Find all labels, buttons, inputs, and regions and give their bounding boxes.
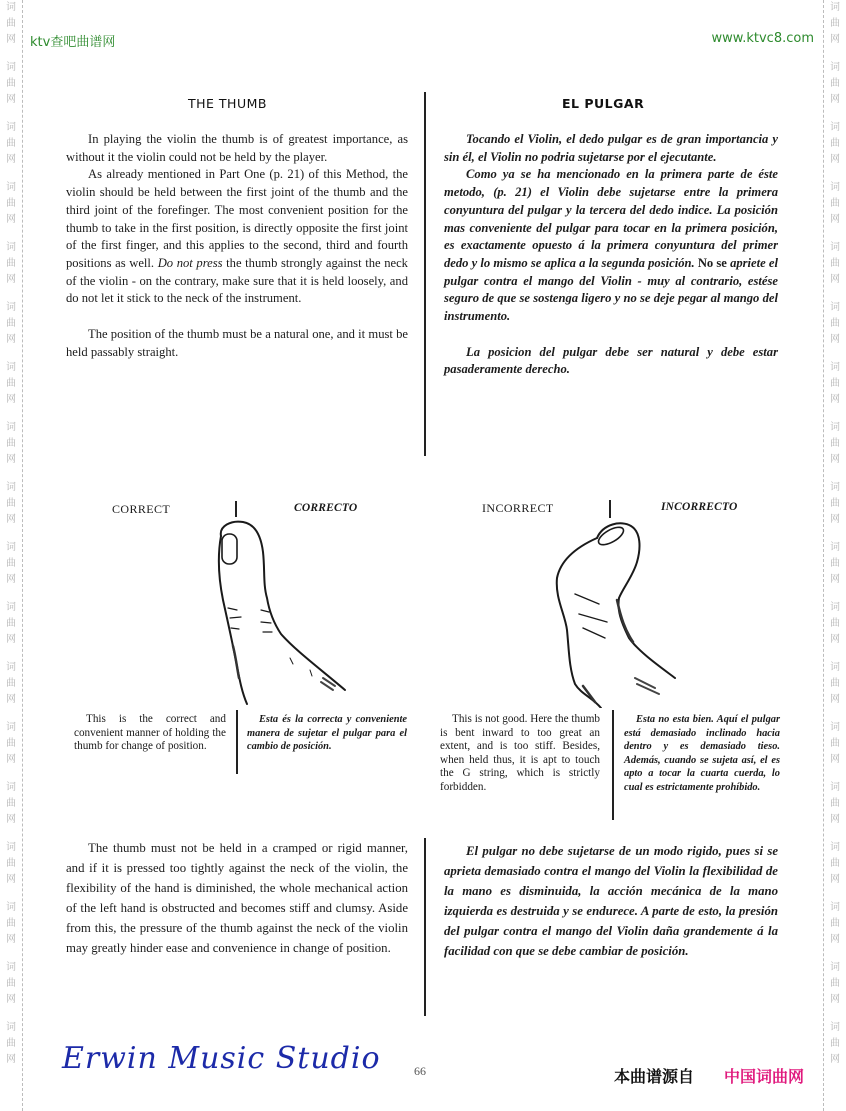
side-watermark-char: 网 <box>6 694 16 705</box>
side-watermark-group <box>830 420 840 468</box>
incorrect-caption-english <box>440 713 600 795</box>
side-watermark-char: 网 <box>6 154 16 165</box>
side-watermark-group <box>830 540 840 588</box>
side-watermark-char: 曲 <box>830 498 840 509</box>
watermark-site-name: ktv查吧曲谱网 <box>30 35 116 50</box>
side-watermark-group <box>6 600 16 648</box>
source-label: 本曲谱源自 <box>614 1067 695 1086</box>
side-watermark-char: 网 <box>830 754 840 765</box>
studio-signature: Erwin Music Studio <box>62 1041 381 1076</box>
correct-caption-english <box>74 713 226 754</box>
side-watermark-char: 词 <box>830 362 840 373</box>
side-watermark-char: 词 <box>6 62 16 73</box>
side-watermark-char: 曲 <box>6 138 16 149</box>
side-watermark-char: 曲 <box>830 258 840 269</box>
side-watermark-char: 词 <box>830 62 840 73</box>
side-watermark-group <box>6 960 16 1008</box>
side-watermark-char: 网 <box>830 454 840 465</box>
side-watermark-group <box>830 840 840 888</box>
spanish-paragraph: Tocando el Violin, el dedo pulgar es de gran importancia y sin él, el Violin no podria sujetarse por el ejecutante. <box>444 132 778 164</box>
side-watermark-char: 网 <box>6 94 16 105</box>
side-watermark-group <box>6 840 16 888</box>
side-watermark-char: 曲 <box>830 738 840 749</box>
side-watermark-char: 网 <box>6 394 16 405</box>
incorrect-thumb-illustration <box>545 518 715 708</box>
side-watermark-char: 网 <box>830 214 840 225</box>
caption-text: This is not good. Here the thumb is bent inward to too great an extent, and is too stiff. Besides, when held thus, it is apt to touch the G string, which is strictly forbidden. <box>440 713 600 793</box>
spanish-intro-block <box>444 131 778 379</box>
side-watermark-char: 词 <box>830 422 840 433</box>
side-watermark-char: 网 <box>6 754 16 765</box>
side-watermark-left <box>0 0 23 1111</box>
side-watermark-char: 网 <box>830 334 840 345</box>
side-watermark-group <box>6 60 16 108</box>
english-paragraph-text: As already mentioned in Part One (p. 21) of this Method, the violin should be held between the first joint of the thumb and the third joint of the forefinger. The most convenient position for the thumb to take in the first position, is directly opposite the first joint of the first finger, and this applies to the second, third and fourth positions as well. <box>66 167 408 270</box>
side-watermark-char: 词 <box>830 542 840 553</box>
side-watermark-char: 曲 <box>6 918 16 929</box>
side-watermark-char: 词 <box>6 782 16 793</box>
side-watermark-char: 网 <box>830 94 840 105</box>
side-watermark-char: 曲 <box>830 798 840 809</box>
side-watermark-char: 曲 <box>830 78 840 89</box>
side-watermark-char: 词 <box>830 782 840 793</box>
caption-text: This is the correct and convenient manner of holding the thumb for change of position. <box>74 713 226 753</box>
side-watermark-group <box>6 480 16 528</box>
correct-caption-spanish <box>247 713 407 754</box>
side-watermark-char: 网 <box>6 874 16 885</box>
side-watermark-char: 词 <box>6 962 16 973</box>
side-watermark-char: 词 <box>830 242 840 253</box>
side-watermark-group <box>6 540 16 588</box>
side-watermark-char: 词 <box>830 662 840 673</box>
side-watermark-char: 网 <box>830 274 840 285</box>
english-natural-position: The position of the thumb must be a natural one, and it must be held passably straight. <box>66 327 408 359</box>
side-watermark-group <box>6 1020 16 1068</box>
spanish-heading: EL PULGAR <box>562 96 645 111</box>
spanish-paragraph-continuation: apriete el pulgar contra el mango del Violin - muy al contrario, estése seguro de que se sostenga ligero y no se deje pegar al mango del instrumento. <box>444 255 778 324</box>
side-watermark-char: 词 <box>6 662 16 673</box>
side-watermark-char: 曲 <box>6 1038 16 1049</box>
side-watermark-char: 词 <box>830 482 840 493</box>
side-watermark-char: 网 <box>6 514 16 525</box>
side-watermark-char: 词 <box>6 2 16 13</box>
side-watermark-char: 词 <box>830 602 840 613</box>
english-emphasis: Do not press <box>157 255 223 270</box>
side-watermark-char: 网 <box>6 814 16 825</box>
side-watermark-group <box>830 0 840 48</box>
page-number: 66 <box>414 1064 426 1078</box>
watermark-site-url: www.ktvc8.com <box>711 31 814 46</box>
side-watermark-char: 词 <box>6 422 16 433</box>
side-watermark-char: 曲 <box>830 438 840 449</box>
spanish-paragraph-text: Como ya se ha mencionado en la primera parte de éste metodo, (p. 21) el Violin debe sujetarse entre la primera conyuntura del pulgar y la tercera del dedo indice. La posición mas conveniente del pulgar para tocar en la primera posición, es exactamente opuesto á la primera conyuntura del primer dedo y lo mismo se aplica a la segunda posición. <box>444 167 778 270</box>
side-watermark-group <box>6 360 16 408</box>
side-watermark-group <box>6 180 16 228</box>
side-watermark-char: 曲 <box>830 318 840 329</box>
side-watermark-group <box>830 120 840 168</box>
caption-text: Esta és la correcta y conveniente manera de sujetar el pulgar para el cambio de posición. <box>247 714 407 753</box>
side-watermark-char: 网 <box>830 514 840 525</box>
side-watermark-char: 曲 <box>6 258 16 269</box>
side-watermark-group <box>6 420 16 468</box>
side-watermark-group <box>6 780 16 828</box>
side-watermark-char: 词 <box>6 902 16 913</box>
side-watermark-char: 曲 <box>830 978 840 989</box>
side-watermark-group <box>6 660 16 708</box>
side-watermark-char: 词 <box>830 722 840 733</box>
side-watermark-char: 词 <box>830 962 840 973</box>
side-watermark-char: 网 <box>830 874 840 885</box>
side-watermark-char: 网 <box>830 394 840 405</box>
figure-label-incorrect: INCORRECT <box>482 501 554 515</box>
side-watermark-char: 网 <box>830 1054 840 1065</box>
side-watermark-char: 词 <box>830 302 840 313</box>
side-watermark-char: 词 <box>6 242 16 253</box>
side-watermark-char: 词 <box>6 182 16 193</box>
english-heading: THE THUMB <box>188 96 267 111</box>
side-watermark-char: 词 <box>830 2 840 13</box>
side-watermark-char: 网 <box>830 994 840 1005</box>
figure-label-correcto: CORRECTO <box>294 502 358 514</box>
side-watermark-char: 曲 <box>830 138 840 149</box>
side-watermark-char: 网 <box>6 334 16 345</box>
side-watermark-char: 词 <box>6 602 16 613</box>
side-watermark-char: 曲 <box>6 618 16 629</box>
side-watermark-char: 曲 <box>830 378 840 389</box>
side-watermark-char: 网 <box>830 634 840 645</box>
side-watermark-char: 曲 <box>830 678 840 689</box>
figure-label-incorrecto: INCORRECTO <box>661 501 738 513</box>
side-watermark-char: 曲 <box>6 198 16 209</box>
side-watermark-char: 网 <box>6 574 16 585</box>
figure-divider-correct <box>235 501 237 517</box>
english-paragraph <box>66 166 408 308</box>
spanish-paragraph <box>444 166 778 325</box>
side-watermark-char: 曲 <box>6 678 16 689</box>
side-watermark-right <box>823 0 846 1111</box>
side-watermark-group <box>830 60 840 108</box>
side-watermark-char: 词 <box>6 1022 16 1033</box>
side-watermark-char: 曲 <box>830 1038 840 1049</box>
side-watermark-group <box>830 720 840 768</box>
spanish-closing-block <box>444 841 778 961</box>
side-watermark-char: 曲 <box>830 918 840 929</box>
spanish-emphasis: No se <box>697 255 727 270</box>
side-watermark-group <box>830 1020 840 1068</box>
side-watermark-char: 曲 <box>6 558 16 569</box>
side-watermark-char: 网 <box>6 274 16 285</box>
side-watermark-char: 网 <box>6 454 16 465</box>
side-watermark-group <box>830 240 840 288</box>
side-watermark-group <box>830 660 840 708</box>
side-watermark-char: 曲 <box>6 18 16 29</box>
english-paragraph: In playing the violin the thumb is of greatest importance, as without it the violin could not be held by the player. <box>66 132 408 164</box>
caption-text: Esta no esta bien. Aquí el pulgar está demasiado inclinado hacia dentro y es demasiado tieso. Además, cuando se sujeta así, el es apto a tocar la cuarta cuerda, lo cual es estrictamente prohíbido. <box>624 714 780 793</box>
side-watermark-group <box>830 960 840 1008</box>
source-site: 中国词曲网 <box>724 1067 805 1086</box>
side-watermark-group <box>6 720 16 768</box>
lower-column-divider <box>424 838 426 1016</box>
side-watermark-char: 曲 <box>6 858 16 869</box>
english-closing-block <box>66 838 408 958</box>
side-watermark-char: 网 <box>6 634 16 645</box>
side-watermark-char: 网 <box>830 694 840 705</box>
incorrect-caption-spanish <box>624 713 780 795</box>
side-watermark-group <box>830 600 840 648</box>
side-watermark-char: 曲 <box>6 498 16 509</box>
side-watermark-char: 网 <box>830 34 840 45</box>
side-watermark-char: 词 <box>830 902 840 913</box>
side-watermark-group <box>6 120 16 168</box>
side-watermark-char: 网 <box>830 154 840 165</box>
side-watermark-char: 曲 <box>6 78 16 89</box>
side-watermark-char: 词 <box>830 182 840 193</box>
side-watermark-char: 曲 <box>6 318 16 329</box>
side-watermark-char: 词 <box>6 362 16 373</box>
english-paragraph-continuation: the thumb strongly against the neck of the violin - on the contrary, make sure that it is held loosely, and do not let it stick to the neck of the instrument. <box>66 255 408 306</box>
side-watermark-char: 网 <box>6 934 16 945</box>
side-watermark-char: 网 <box>830 934 840 945</box>
english-intro-block <box>66 131 408 361</box>
side-watermark-char: 词 <box>830 842 840 853</box>
side-watermark-char: 词 <box>6 542 16 553</box>
side-watermark-group <box>830 180 840 228</box>
side-watermark-char: 词 <box>6 302 16 313</box>
figure-label-correct: CORRECT <box>112 502 171 516</box>
side-watermark-group <box>830 900 840 948</box>
side-watermark-char: 网 <box>6 34 16 45</box>
side-watermark-char: 曲 <box>830 558 840 569</box>
side-watermark-group <box>830 300 840 348</box>
side-watermark-char: 曲 <box>6 438 16 449</box>
side-watermark-char: 曲 <box>6 738 16 749</box>
correct-thumb-illustration <box>195 518 365 708</box>
side-watermark-char: 词 <box>6 842 16 853</box>
side-watermark-char: 曲 <box>6 978 16 989</box>
side-watermark-char: 词 <box>6 722 16 733</box>
side-watermark-group <box>830 360 840 408</box>
side-watermark-char: 网 <box>830 574 840 585</box>
side-watermark-char: 词 <box>6 122 16 133</box>
side-watermark-char: 网 <box>6 214 16 225</box>
column-divider <box>424 92 426 456</box>
side-watermark-char: 曲 <box>830 198 840 209</box>
side-watermark-group <box>6 240 16 288</box>
side-watermark-char: 曲 <box>830 618 840 629</box>
side-watermark-group <box>830 480 840 528</box>
figure-divider-incorrect <box>609 500 611 518</box>
caption-divider-incorrect <box>612 710 614 820</box>
side-watermark-group <box>6 0 16 48</box>
side-watermark-char: 曲 <box>830 18 840 29</box>
side-watermark-group <box>830 780 840 828</box>
side-watermark-char: 词 <box>830 1022 840 1033</box>
side-watermark-char: 网 <box>6 1054 16 1065</box>
side-watermark-char: 曲 <box>6 798 16 809</box>
side-watermark-char: 曲 <box>830 858 840 869</box>
side-watermark-group <box>6 300 16 348</box>
side-watermark-char: 词 <box>6 482 16 493</box>
spanish-closing-paragraph: El pulgar no debe sujetarse de un modo rigido, pues si se aprieta demasiado contra el mango del Violin la flexibilidad de la mano es disminuida, la acción mecánica de la mano izquierda es destruida y se endurece. A parte de esto, la presión del pulgar contra el mango del Violin daña grandemente á la facilidad con que se debe cambiar de posición. <box>444 844 778 958</box>
side-watermark-char: 网 <box>830 814 840 825</box>
spanish-natural-position: La posicion del pulgar debe ser natural y debe estar pasaderamente derecho. <box>444 344 778 377</box>
caption-divider-correct <box>236 710 238 774</box>
side-watermark-group <box>6 900 16 948</box>
side-watermark-char: 词 <box>830 122 840 133</box>
side-watermark-char: 网 <box>6 994 16 1005</box>
side-watermark-char: 曲 <box>6 378 16 389</box>
english-closing-paragraph: The thumb must not be held in a cramped or rigid manner, and if it is pressed too tightly against the neck of the violin, the flexibility of the hand is diminished, the whole mechanical action of the left hand is obstructed and becomes stiff and clumsy. Aside from this, the pressure of the thumb against the neck of the violin may greatly hinder ease and convenience in change of position. <box>66 841 408 955</box>
